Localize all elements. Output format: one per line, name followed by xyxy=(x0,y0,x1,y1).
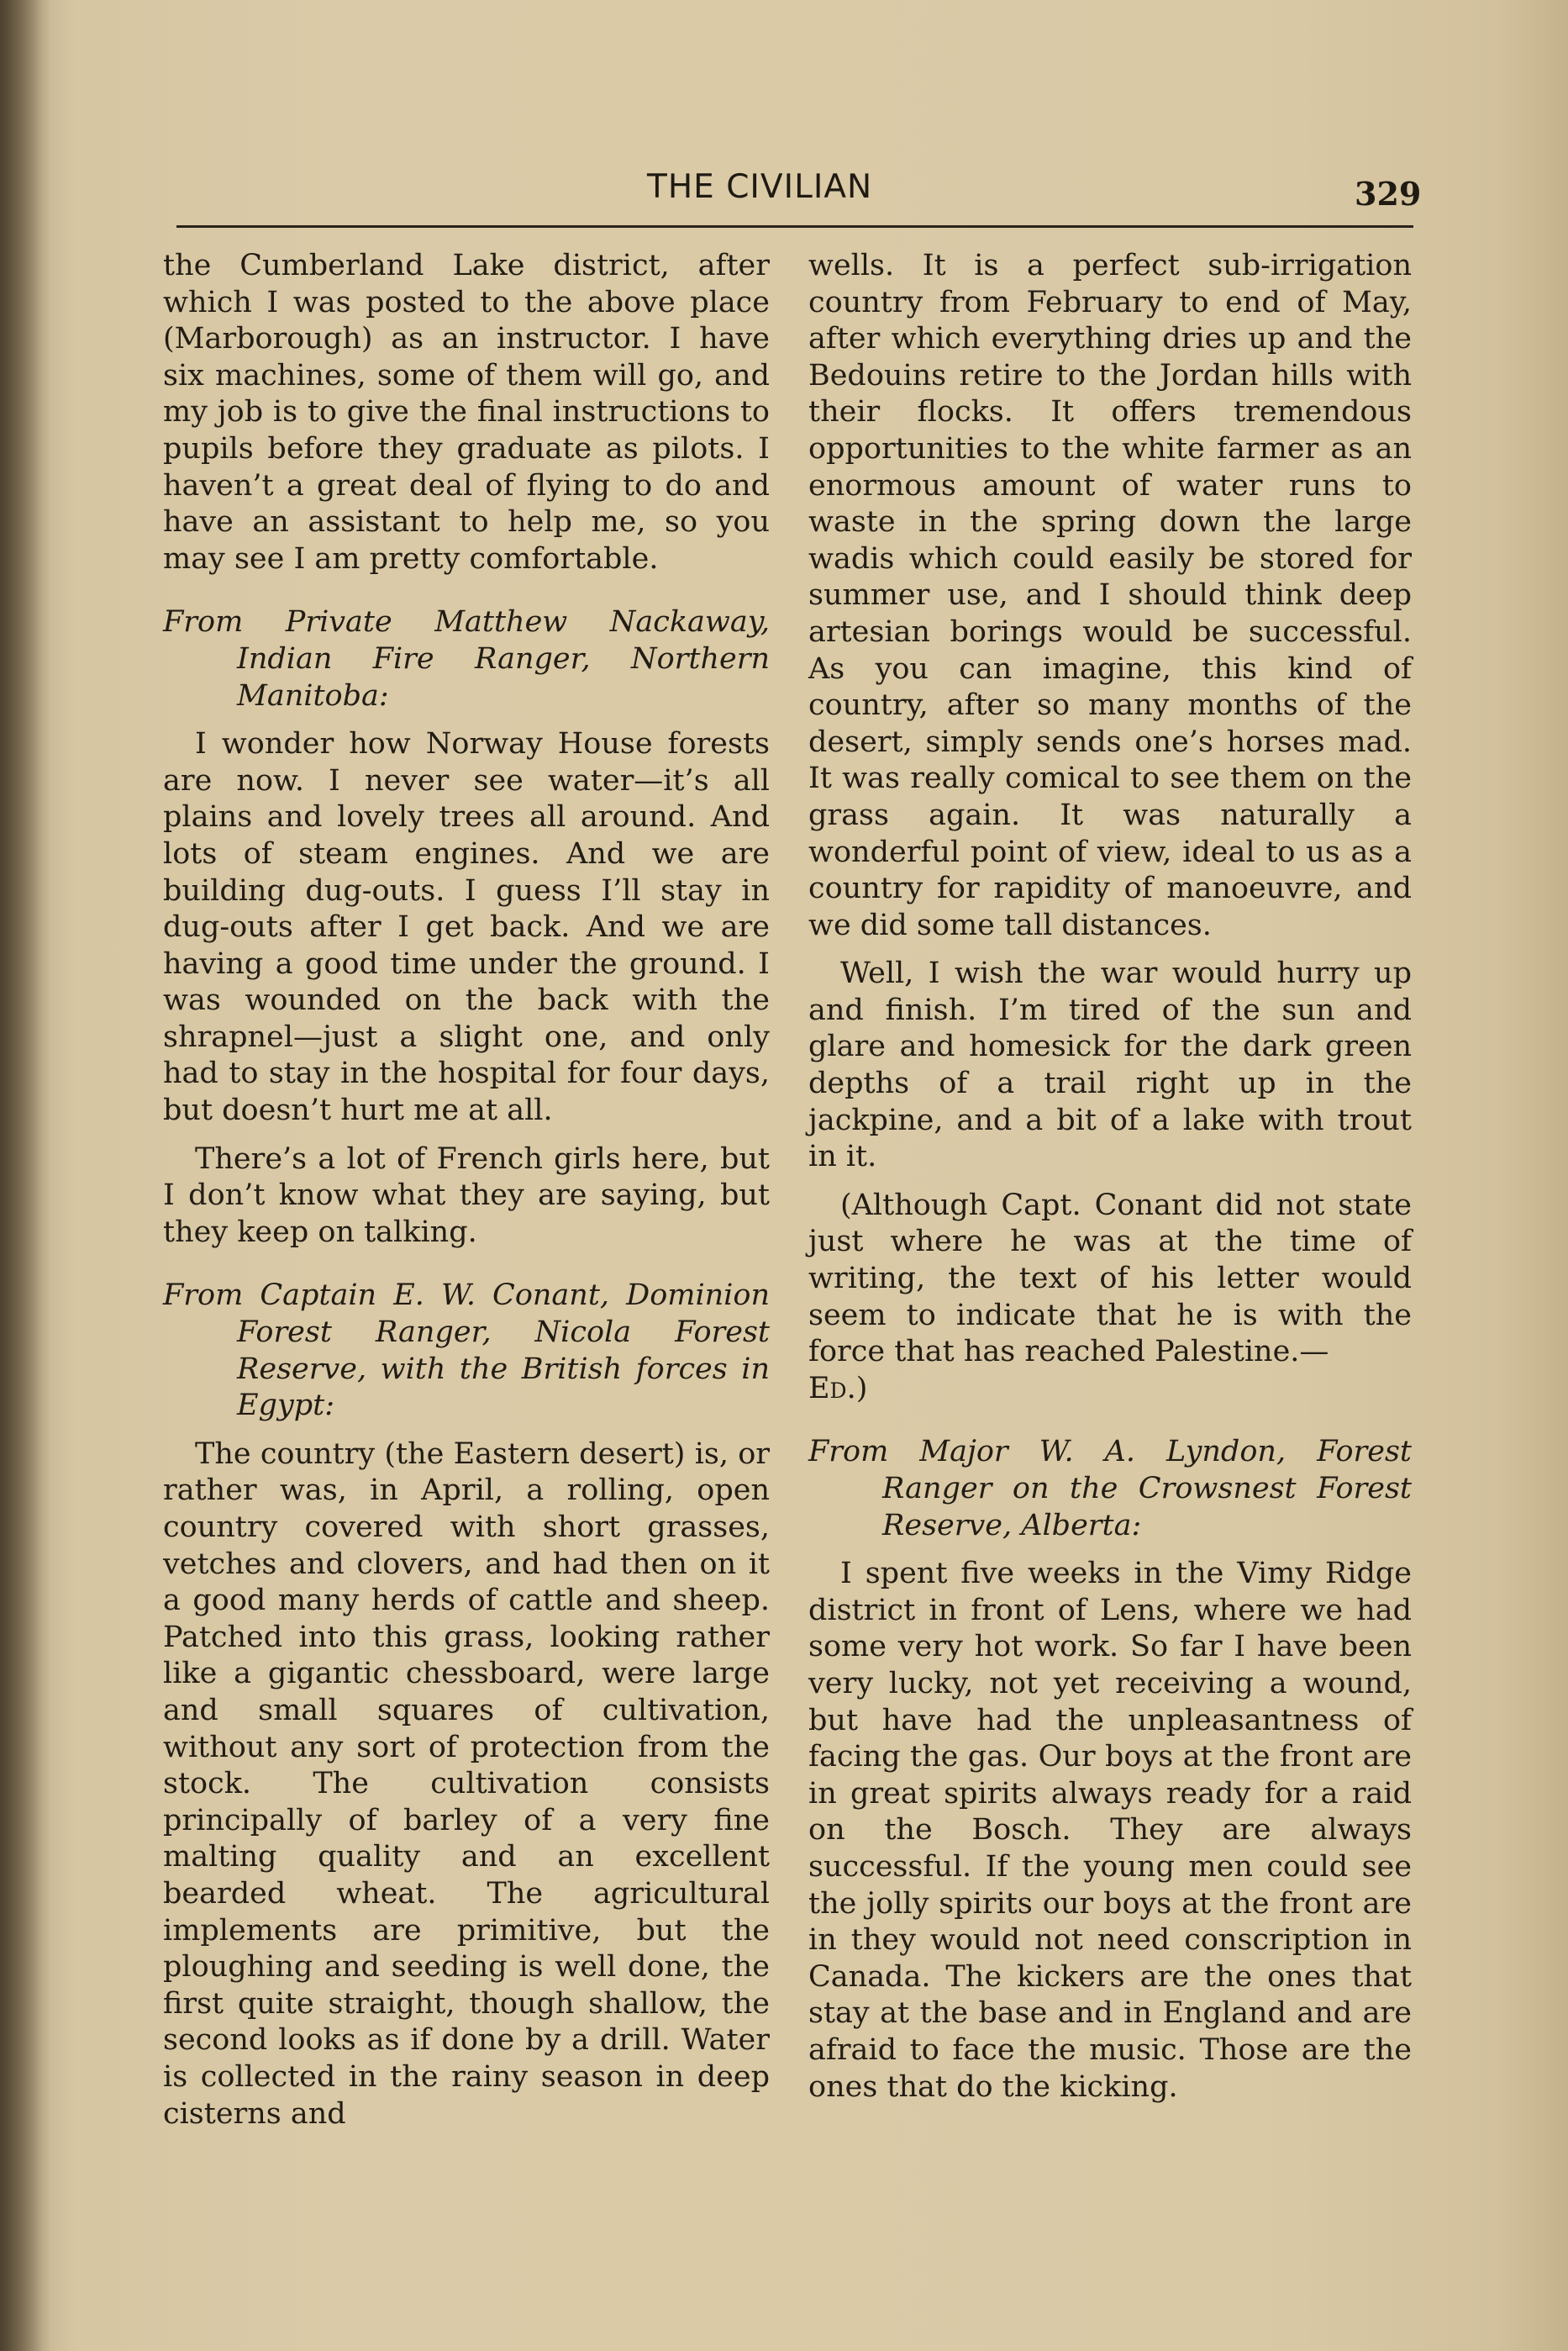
left-column xyxy=(163,248,770,2132)
right-column xyxy=(808,248,1412,2106)
editor-signature: Ed.) xyxy=(808,1371,868,1405)
editor-note-text: (Although Capt. Conant did not state just where he was at the time of writing, the text of his letter would seem to indicate that he is with the force that has reached Palestine.— xyxy=(808,1188,1412,1369)
left-paragraph-1: the Cumberland Lake district, after which I was posted to the above place (Marborough) as an instructor. I have six machines, some of them will go, and my job is to give the final instructions to pupils before they graduate as pilots. I haven’t a great deal of flying to do and have an assistant to help me, so you may see I am pretty comfortable. xyxy=(163,249,770,576)
header-rule xyxy=(176,225,1413,228)
letter-heading-conant: From Captain E. W. Conant, Dominion Forest Ranger, Nicola Forest Reserve, with the British forces in Egypt: xyxy=(163,1278,770,1423)
editor-note xyxy=(808,1188,1412,1408)
page-number: 329 xyxy=(1355,175,1422,213)
left-paragraph-4: The country (the Eastern desert) is, or rather was, in April, a rolling, open country covered with short grasses, vetches and clovers, and had then on it a good many herds of cattle and sheep. Patched into this grass, looking rather like a gigantic chessboard, were large and small squares of cultivation, without any sort of protection from the stock. The cultivation consists principally of barley of a very fine malting quality and an excellent bearded wheat. The agricultural implements are primitive, but the ploughing and seeding is well done, the first quite straight, though shallow, the second looks as if done by a drill. Water is collected in the rainy season in deep cisterns and xyxy=(163,1436,770,2131)
right-paragraph-1: wells. It is a perfect sub-irrigation country from February to end of May, after which everything dries up and the Bedouins retire to the Jordan hills with their flocks. It offers tremendous opportunities to the white farmer as an enormous amount of water runs to waste in the spring down the large wadis which could easily be stored for summer use, and I should think deep artesian borings would be successful. As you can imagine, this kind of country, after so many months of the desert, simply sends one’s horses mad. It was really comical to see them on the grass again. It was naturally a wonderful point of view, ideal to us as a country for rapidity of manoeuvre, and we did some tall distances. xyxy=(808,249,1412,942)
right-paragraph-2: Well, I wish the war would hurry up and finish. I’m tired of the sun and glare and homesick for the dark green depths of a trail right up in the jackpine, and a bit of a lake with trout in it. xyxy=(808,957,1412,1174)
running-header-title: THE CIVILIAN xyxy=(647,168,873,206)
letter-heading-lyndon: From Major W. A. Lyndon, Forest Ranger on the Crowsnest Forest Reserve, Alberta: xyxy=(808,1435,1412,1542)
letter-heading-nackaway: From Private Matthew Nackaway, Indian Fire Ranger, Northern Manitoba: xyxy=(163,605,770,713)
left-paragraph-3: There’s a lot of French girls here, but I don’t know what they are saying, but they keep on talking. xyxy=(163,1141,770,1249)
right-paragraph-4: I spent five weeks in the Vimy Ridge district in front of Lens, where we had some very hot work. So far I have been very lucky, not yet receiving a wound, but have had the unpleasantness of facing the gas. Our boys at the front are in great spirits always ready for a raid on the Bosch. They are always successful. If the young men could see the jolly spirits our boys at the front are in they would not need conscription in Canada. The kickers are the ones that stay at the base and in England and are afraid to face the music. Those are the ones that do the kicking. xyxy=(808,1557,1412,2104)
binding-shadow xyxy=(0,0,50,2351)
left-paragraph-2: I wonder how Norway House forests are now. I never see water—it’s all plains and lovely trees all around. And lots of steam engines. And we are building dug-outs. I guess I’ll stay in dug-outs after I get back. And we are having a good time under the ground. I was wounded on the back with the shrapnel—just a slight one, and only had to stay in the hospital for four days, but doesn’t hurt me at all. xyxy=(163,727,770,1128)
